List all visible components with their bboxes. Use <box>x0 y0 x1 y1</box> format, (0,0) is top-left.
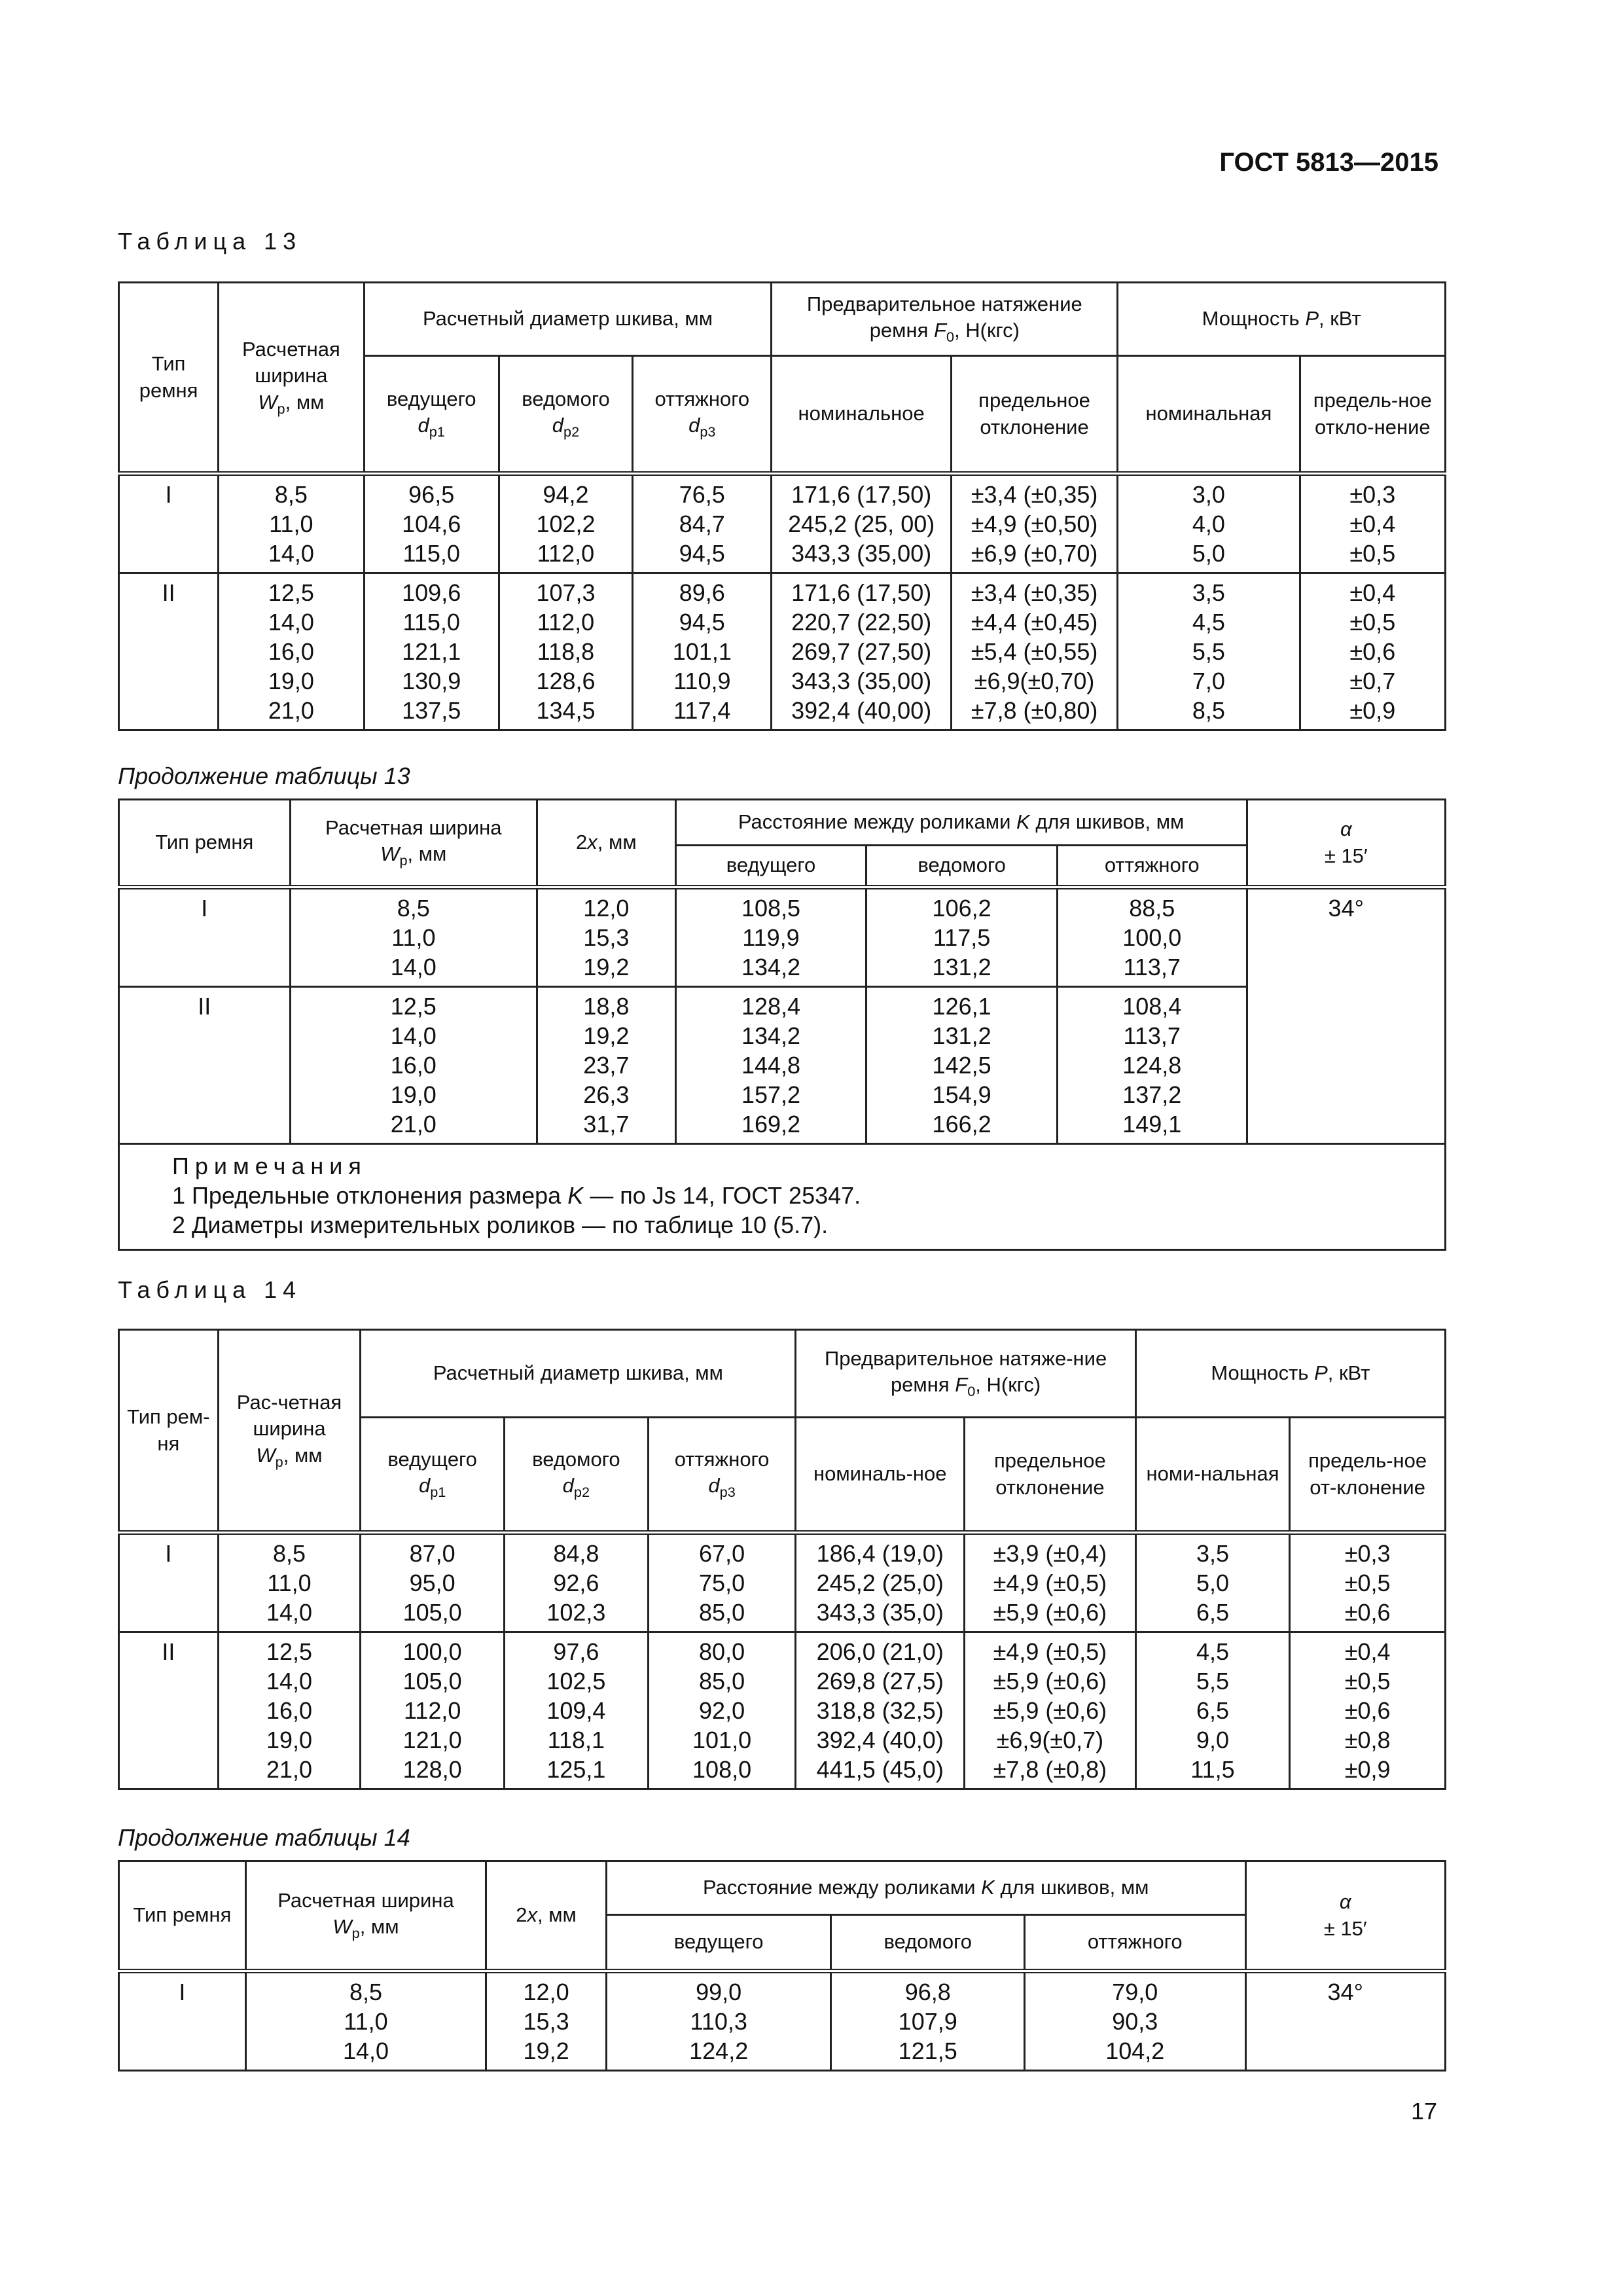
table13-cont-caption: Продолжение таблицы 13 <box>118 762 410 789</box>
table-row: I 8,5 11,0 14,0 12,0 15,3 19,2 108,5 119,9 134,2 106,2 117,5 131,2 88,5 100,0 113,7 34° <box>119 888 1446 987</box>
table14 <box>118 1329 1446 1790</box>
alpha-value: 34° <box>1247 888 1445 1144</box>
header-belt-type: Тип ремня <box>119 1861 246 1971</box>
note-1: 1 Предельные отклонения размера K — по Js 14, ГОСТ 25347. <box>172 1182 861 1209</box>
table-row: II 12,5 14,0 16,0 19,0 21,0 100,0 105,0 112,0 121,0 128,0 97,6 102,5 109,4 118,1 125,1 80,0 85,0 92,0 101,0 108,0 206,0 (21,0) 269,8 (27,5) 318,8 (32,5) 392,4 (40,0) 441,5 (45,0) ±4,9 (±0,5) ±5,9 (±0,6) ±5,9 (±0,6) ±6,9(±0,7) ±7,8 (±0,8) 4,5 5,5 6,5 9,0 11,5 ±0,4 ±0,5 ±0,6 ±0,8 ±0,9 <box>119 1632 1446 1789</box>
header-leading: ведущего <box>606 1915 830 1971</box>
header-leading: ведущего $d_{p1}$ <box>361 1418 505 1533</box>
header-tension-deviation: предельное отклонение <box>965 1418 1136 1533</box>
header-pulley-diameter: Расчетный диаметр шкива, мм <box>364 283 772 356</box>
header-idler: оттяжного <box>1057 846 1247 888</box>
header-pulley-diameter: Расчетный диаметр шкива, мм <box>361 1330 796 1418</box>
header-belt-type: Тип рем-ня <box>119 1330 219 1533</box>
header-tension-nominal: номиналь-ное <box>796 1418 965 1533</box>
table14-continued <box>118 1860 1446 2072</box>
table14-caption: Таблица 14 <box>118 1276 302 1303</box>
header-idler: оттяжного $d_{p3}$ <box>633 356 772 474</box>
header-power: Мощность P, кВт <box>1118 283 1446 356</box>
header-calc-width: Расчетная ширина $W_p$, мм <box>219 283 364 474</box>
header-driven: ведомого <box>866 846 1058 888</box>
page-number: 17 <box>1410 2098 1437 2125</box>
header-power-deviation: предель-ное откло-нение <box>1300 356 1445 474</box>
notes-title: Примечания <box>172 1153 367 1179</box>
table14-cont-caption: Продолжение таблицы 14 <box>118 1824 410 1851</box>
header-roller-distance: Расстояние между роликами K для шкивов, мм <box>675 800 1247 846</box>
header-roller-distance: Расстояние между роликами K для шкивов, мм <box>606 1861 1245 1915</box>
header-pretension: Предварительное натяжение ремня $F_0$, Н(кгс) <box>772 283 1118 356</box>
header-belt-type: Тип ремня <box>119 283 219 474</box>
note-2: 2 Диаметры измерительных роликов — по таблице 10 (5.7). <box>172 1211 829 1238</box>
table13-continued <box>118 798 1446 1251</box>
header-belt-type: Тип ремня <box>119 800 291 888</box>
header-tension-deviation: предельное отклонение <box>951 356 1117 474</box>
header-pretension: Предварительное натяже-ние ремня $F_0$, Н(кгс) <box>796 1330 1135 1418</box>
header-power-nominal: номинальная <box>1118 356 1300 474</box>
table13 <box>118 281 1446 731</box>
header-2x: 2x, мм <box>537 800 676 888</box>
header-calc-width: Расчетная ширина $W_p$, мм <box>245 1861 486 1971</box>
table13-caption: Таблица 13 <box>118 228 302 255</box>
header-idler: оттяжного <box>1025 1915 1246 1971</box>
header-2x: 2x, мм <box>486 1861 607 1971</box>
header-leading: ведущего <box>675 846 866 888</box>
notes-row <box>119 1144 1446 1250</box>
table-row: II 12,5 14,0 16,0 19,0 21,0 18,8 19,2 23,7 26,3 31,7 128,4 134,2 144,8 157,2 169,2 126,1 131,2 142,5 154,9 166,2 108,4 113,7 124,8 137,2 149,1 <box>119 987 1446 1144</box>
header-idler: оттяжного $d_{p3}$ <box>648 1418 796 1533</box>
alpha-value: 34° <box>1245 1971 1445 2071</box>
table-row: I 8,5 11,0 14,0 96,5 104,6 115,0 94,2 102,2 112,0 76,5 84,7 94,5 171,6 (17,50) 245,2 (25, 00) 343,3 (35,00) ±3,4 (±0,35) ±4,9 (±0,50) ±6,9 (±0,70) 3,0 4,0 5,0 ±0,3 ±0,4 ±0,5 <box>119 474 1446 573</box>
header-alpha: α ± 15′ <box>1247 800 1445 888</box>
header-driven: ведомого $d_{p2}$ <box>505 1418 649 1533</box>
header-alpha: α ± 15′ <box>1245 1861 1445 1971</box>
header-power-nominal: номи-нальная <box>1135 1418 1290 1533</box>
header-calc-width: Рас-четная ширина $W_p$, мм <box>218 1330 361 1533</box>
standard-number: ГОСТ 5813—2015 <box>1219 148 1438 177</box>
header-driven: ведомого <box>831 1915 1025 1971</box>
header-power: Мощность P, кВт <box>1135 1330 1445 1418</box>
header-calc-width: Расчетная ширина $W_p$, мм <box>290 800 537 888</box>
table-notes <box>119 1144 1446 1250</box>
header-driven: ведомого $d_{p2}$ <box>499 356 632 474</box>
header-power-deviation: предель-ное от-клонение <box>1290 1418 1446 1533</box>
table-row: I 8,5 11,0 14,0 87,0 95,0 105,0 84,8 92,6 102,3 67,0 75,0 85,0 186,4 (19,0) 245,2 (25,0) 343,3 (35,0) ±3,9 (±0,4) ±4,9 (±0,5) ±5,9 (±0,6) 3,5 5,0 6,5 ±0,3 ±0,5 ±0,6 <box>119 1533 1446 1632</box>
header-leading: ведущего $d_{p1}$ <box>364 356 499 474</box>
table-row: II 12,5 14,0 16,0 19,0 21,0 109,6 115,0 121,1 130,9 137,5 107,3 112,0 118,8 128,6 134,5 89,6 94,5 101,1 110,9 117,4 171,6 (17,50) 220,7 (22,50) 269,7 (27,50) 343,3 (35,00) 392,4 (40,00) ±3,4 (±0,35) ±4,4 (±0,45) ±5,4 (±0,55) ±6,9(±0,70) ±7,8 (±0,80) 3,5 4,5 5,5 7,0 8,5 ±0,4 ±0,5 ±0,6 ±0,7 ±0,9 <box>119 573 1446 730</box>
header-tension-nominal: номинальное <box>772 356 951 474</box>
table-row: I 8,5 11,0 14,0 12,0 15,3 19,2 99,0 110,3 124,2 96,8 107,9 121,5 79,0 90,3 104,2 34° <box>119 1971 1446 2071</box>
